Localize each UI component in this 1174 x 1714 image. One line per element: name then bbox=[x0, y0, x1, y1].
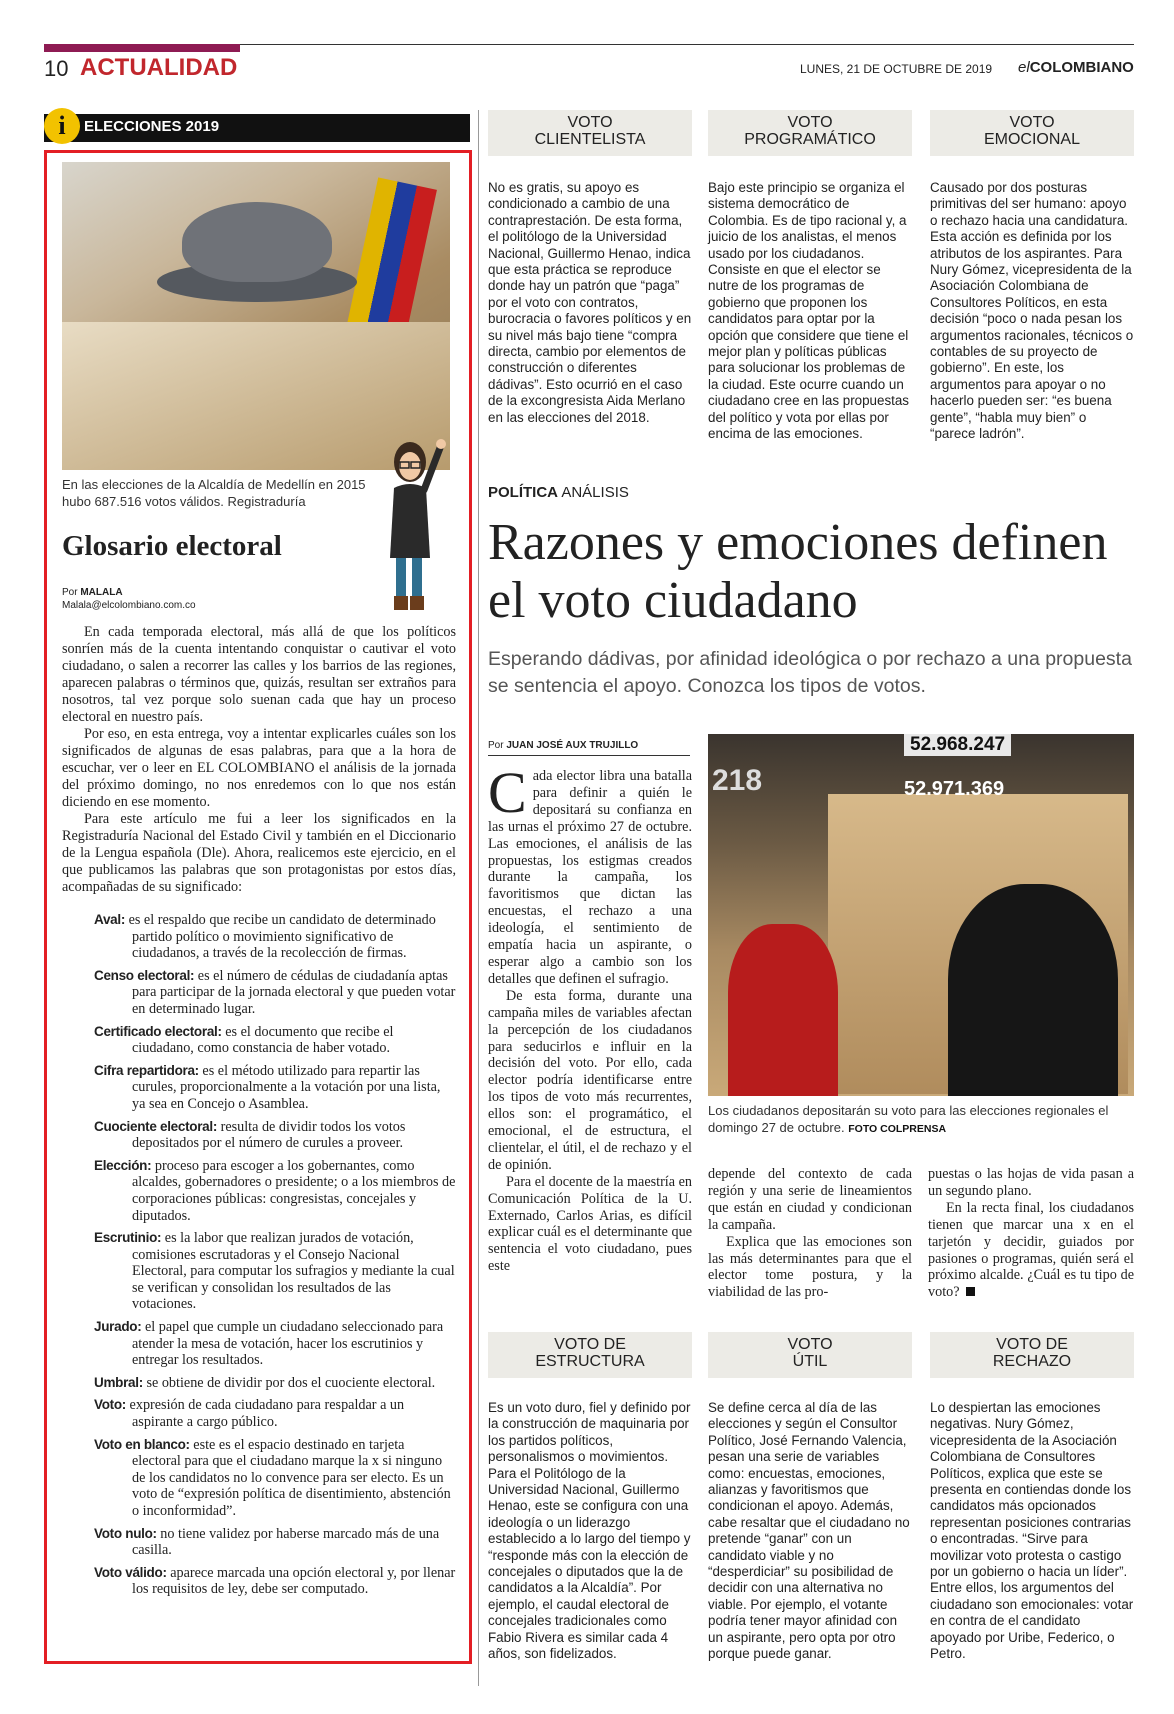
article-paragraph: En la recta final, los ciudadanos tienen que marcar una x en el tarjetón y decidir, guiados por pasiones o programas, quién será el próximo alcalde. ¿Cuál es tu tipo de voto? bbox=[928, 1199, 1134, 1301]
vote-type-header-estructura: VOTO DE ESTRUCTURA bbox=[488, 1332, 692, 1378]
article-byline: Por JUAN JOSÉ AUX TRUJILLO bbox=[488, 740, 690, 756]
columnist-illustration bbox=[380, 428, 456, 618]
glossary-term: Voto nulo: no tiene validez por haberse marcado más de una casilla. bbox=[94, 1525, 440, 1559]
glossary-intro bbox=[62, 624, 456, 896]
glossary-term: Umbral: se obtiene de dividir por dos el cuociente electoral. bbox=[94, 1374, 436, 1391]
glossary-term: Voto en blanco: este es el espacio destinado en tarjeta electoral para que el ciudadano marque la x si ninguno de los candidatos no lo convence para ser electo. Es un voto de “expresión política de disentimiento, abstención o inconformidad”. bbox=[94, 1436, 451, 1519]
voting-booth-photo bbox=[708, 734, 1134, 1096]
glossary-terms-list bbox=[94, 912, 456, 1604]
glossary-term: Elección: proceso para escoger a los gobernantes, como alcaldes, gobernadores o presidente; o a los miembros de corporaciones públicas: congresistas, concejales y diputados. bbox=[94, 1157, 456, 1224]
article-column-3 bbox=[928, 1166, 1134, 1301]
vote-type-header-emocional: VOTO EMOCIONAL bbox=[930, 110, 1134, 156]
ballot-box-photo bbox=[62, 162, 450, 470]
column-divider bbox=[478, 110, 479, 1686]
page-number: 10 bbox=[44, 56, 69, 81]
colombia-flag-shape bbox=[347, 177, 437, 336]
photo-number: 218 bbox=[712, 764, 763, 797]
photo-caption: En las elecciones de la Alcaldía de Medellín en 2015 hubo 687.516 votos válidos. Registraduría bbox=[62, 477, 366, 509]
photo-number: 52.968.247 bbox=[904, 734, 1011, 756]
vote-type-header-programatico: VOTO PROGRAMÁTICO bbox=[708, 110, 912, 156]
info-icon: i bbox=[44, 108, 80, 144]
glossary-term: Voto válido: aparece marcada una opción electoral y, por llenar los requisitos de ley, debe ser computado. bbox=[94, 1564, 456, 1598]
article-column-1 bbox=[488, 760, 692, 1275]
vote-type-header-clientelista: VOTO CLIENTELISTA bbox=[488, 110, 692, 156]
section-color-bar bbox=[44, 44, 240, 52]
section-title: ACTUALIDAD bbox=[80, 54, 238, 81]
article-paragraph: Para el docente de la maestría en Comunicación Política de la U. Externado, Carlos Arias, es difícil explicar cuál es el determinante que sentencia el voto ciudadano, pues este bbox=[488, 1173, 692, 1275]
vote-type-text-util: Se define cerca al día de las elecciones y según el Consultor Político, José Fernando Valencia, pesan una serie de variables como: encuestas, emociones, alianzas y favoritismos que condicionan el apoyo. Además, cabe resaltar que el ciudadano no pretende “ganar” con un candidato viable y no “desperdiciar” su posibilidad de decidir con una alternativa no viable. Por ejemplo, el votante podría tener mayor afinidad con un aspirante, pero opta por otro porque puede ganar. bbox=[708, 1400, 910, 1662]
voter-silhouette bbox=[948, 884, 1118, 1096]
glossary-term: Cuociente electoral: resulta de dividir todos los votos depositados por el número de curules a proveer. bbox=[94, 1118, 406, 1152]
article-column-2 bbox=[708, 1166, 912, 1301]
vote-type-text-rechazo: Lo despiertan las emociones negativas. Nury Gómez, vicepresidenta de la Asociación Colombiana de Consultores Políticos, explica que este se presenta en contiendas donde los candidatos más opcionados representan posiciones contrarias o encontradas. “Sirve para movilizar voto protesta o castigo por un gobierno o hacia un líder”. Entre ellos, los argumentos del ciudadano son emocionales: votar en contra de el candidato apoyado por Uribe, Federico, o Petro. bbox=[930, 1400, 1134, 1662]
glossary-term: Voto: expresión de cada ciudadano para respaldar a un aspirante a cargo público. bbox=[94, 1397, 405, 1431]
photo-caption: Los ciudadanos depositarán su voto para las elecciones regionales el domingo 27 de octubre. FOTO COLPRENSA bbox=[708, 1103, 1109, 1135]
drop-cap: C bbox=[488, 760, 527, 825]
photo-credit: FOTO COLPRENSA bbox=[848, 1123, 947, 1135]
article-paragraph: De esta forma, durante una campaña miles de variables afectan la percepción de los ciudadanos para seducirlos e influir en la decisión del voto. Por ello, cada elector podría identificarse entre los tipos de voto más recurrentes, ellos son: el programático, el emocional, el de estructura, el clientelar, el útil, el de rechazo y el de opinión. bbox=[488, 987, 692, 1173]
article-paragraph: Cada elector libra una batalla para definir a quién le depositará su confianza en las urnas el próximo 27 de octubre. Las emociones, el análisis de las propuestas, los estigmas creados durante la campaña, los favoritismos que dictan las encuestas, el rechazo a una ideología, el sentimiento de empatía hacia un aspirante, o esperar algo a cambio son los detalles que definen el sufragio. bbox=[488, 760, 692, 987]
glossary-term: Censo electoral: es el número de cédulas de ciudadanía aptas para participar de la jornada electoral y que pueden votar en determinado lugar. bbox=[94, 967, 456, 1017]
hat-shape bbox=[182, 202, 332, 282]
issue-date: LUNES, 21 DE OCTUBRE DE 2019 bbox=[800, 62, 993, 76]
elections-tag-label: ELECCIONES 2019 bbox=[84, 118, 220, 135]
intro-paragraph: En cada temporada electoral, más allá de que los políticos sonríen más de la cuenta intentando conquistar o cautivar el voto ciudadano, o salen a recorrer las calles y los barrios de las regiones, aparecen palabras o términos que, quizás, resultan ser extraños para nosotros, tal vez porque solo suenan cada que hay un proceso electoral en nuestro país. bbox=[62, 624, 456, 725]
glossary-term: Certificado electoral: es el documento que recibe el ciudadano, como constancia de haber votado. bbox=[94, 1023, 394, 1057]
vote-type-text-estructura: Es un voto duro, fiel y definido por la construcción de maquinaria por los partidos políticos, personalismos o movimientos. Para el Politólogo de la Universidad Nacional, Guillermo Henao, este se configura con una ideología o un liderazgo establecido a lo largo del tiempo y “responde más con la elección de concejales o diputados que la de candidatos a la Alcaldía”. Por ejemplo, el caudal electoral de concejales tradicionales como Fabio Rivera es similar cada 4 años, son fidelizados. bbox=[488, 1400, 691, 1662]
glossary-term: Aval: es el respaldo que recibe un candidato de determinado partido político o movimiento significativo de ciudadanos, a través de la recolección de firmas. bbox=[94, 912, 436, 962]
vote-type-header-util: VOTO ÚTIL bbox=[708, 1332, 912, 1378]
voter-silhouette bbox=[728, 924, 838, 1096]
glossary-term: Jurado: el papel que cumple un ciudadano seleccionado para atender la mesa de votación, hacer los escrutinios y entregar los resultados. bbox=[94, 1319, 444, 1369]
glossary-title: Glosario electoral bbox=[62, 530, 282, 562]
article-kicker: POLÍTICA ANÁLISIS bbox=[488, 484, 629, 501]
vote-type-header-rechazo: VOTO DE RECHAZO bbox=[930, 1332, 1134, 1378]
intro-paragraph: Para este artículo me fui a leer los significados en la Registraduría Nacional del Estado Civil y también en el Diccionario de la Lengua española (Dle). Ahora, realicemos este ejercicio, en el que publicamos las palabras que son protagonistas por estos días, acompañadas de su significado: bbox=[62, 811, 456, 895]
vote-type-text-programatico: Bajo este principio se organiza el sistema democrático de Colombia. Es de tipo racional y, a juicio de los analistas, el menos usado por los ciudadanos. Consiste en que el elector se nutre de los programas de gobierno que proponen los candidatos para optar por la opción que considere que tiene el mejor plan y políticas públicas para solucionar los problemas de la ciudad. Este ocurre cuando un ciudadano cree en las propuestas del político y vota por ellas por encima de las emociones. bbox=[708, 180, 909, 442]
article-headline: Razones y emociones definen el voto ciudadano bbox=[488, 514, 1108, 629]
article-paragraph: depende del contexto de cada región y una serie de lineamientos que están en ciudad y condicionan la campaña. bbox=[708, 1166, 912, 1233]
vote-type-text-clientelista: No es gratis, su apoyo es condicionado a cambio de una contraprestación. De esta forma, el politólogo de la Universidad Nacional, Guillermo Henao, indica que esta práctica se reproduce donde hay un patrón que “paga” por el voto con contratos, burocracia o favores políticos y en su nivel más bajo tiene “compra directa, cambio por elementos de construcción o diferentes dádivas”. Esto ocurrió en el caso de la excongresista Aida Merlano en las elecciones del 2018. bbox=[488, 180, 692, 425]
glossary-term: Escrutinio: es la labor que realizan jurados de votación, comisiones escrutadoras y el Consejo Nacional Electoral, para computar los sufragios y mediante la cual se verifican y consolidan los resultados de las votaciones. bbox=[94, 1230, 455, 1313]
vote-type-text-emocional: Causado por dos posturas primitivas del ser humano: apoyo o rechazo hacia una candidatura. Esta acción es definida por los atributos de los aspirantes. Para Nury Gómez, vicepresidenta de la Asociación Colombiana de Consultores Políticos, en esta decisión “poco o nada pesan los argumentos racionales, técnicos o contables de su proyecto de gobierno”. En este, los argumentos para apoyar o no hacerlo pueden ser: “es buena gente”, “habla muy bien” o “parece ladrón”. bbox=[930, 180, 1134, 442]
article-paragraph: Explica que las emociones son las más determinantes para que el elector tome postura, y la viabilidad de las pro- bbox=[708, 1233, 912, 1301]
photo-number: 52.971.369 bbox=[904, 778, 1005, 800]
newspaper-logo: elCOLOMBIANO bbox=[1018, 59, 1134, 76]
intro-paragraph: Por eso, en esta entrega, voy a intentar explicarles cuáles son los significados de algunas de esas palabras, para que a la hora de escuchar, ver o leer en EL COLOMBIANO el análisis de la jornada del próximo domingo, no nos enredemos con lo que nos están diciendo en ese momento. bbox=[62, 726, 456, 810]
glossary-term: Cifra repartidora: es el método utilizado para repartir las curules, proporcionalmente a la votación por una lista, ya sea en Concejo o Asamblea. bbox=[94, 1062, 441, 1112]
end-mark-icon bbox=[966, 1287, 975, 1296]
article-subhead: Esperando dádivas, por afinidad ideológica o por rechazo a una propuesta se sentencia el apoyo. Conozca los tipos de votos. bbox=[488, 648, 1132, 697]
article-paragraph: puestas o las hojas de vida pasan a un segundo plano. bbox=[928, 1166, 1134, 1199]
glossary-byline: Por MALALA Malala@elcolombiano.com.co bbox=[62, 587, 196, 611]
author-email: Malala@elcolombiano.com.co bbox=[62, 600, 196, 611]
